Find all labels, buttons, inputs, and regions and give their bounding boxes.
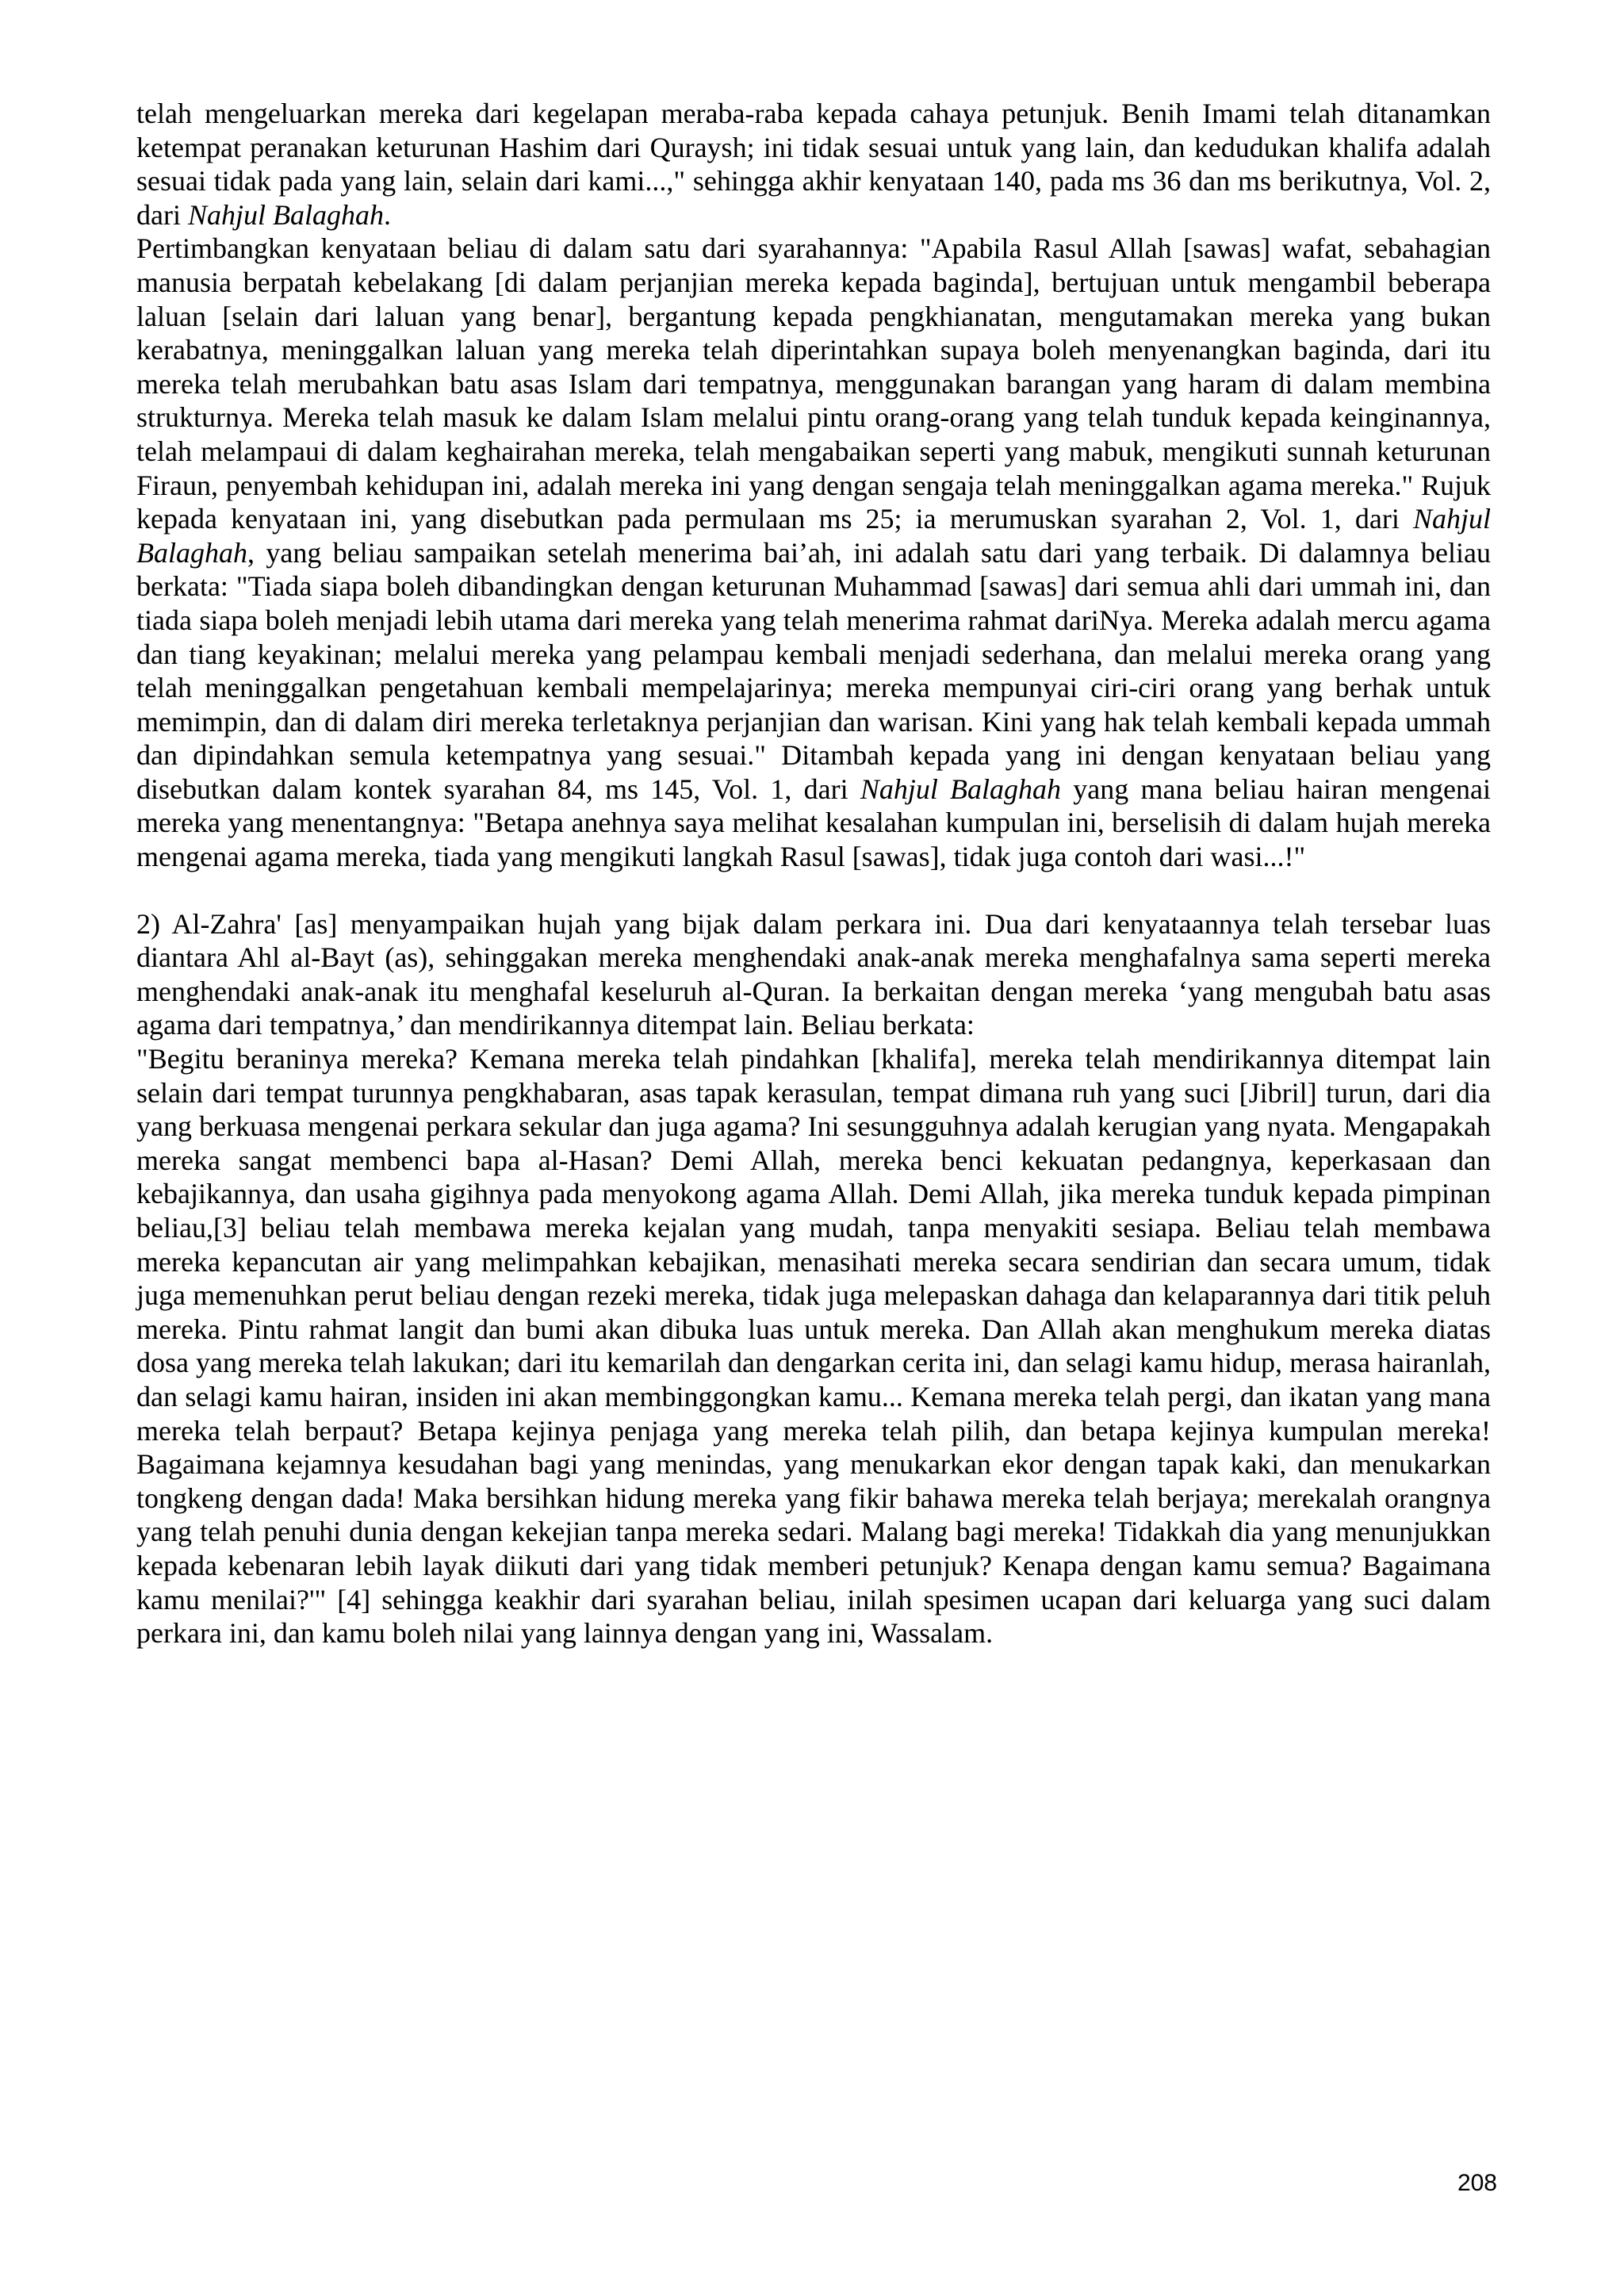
paragraph-3 bbox=[136, 907, 1491, 1042]
paragraph-text: yang mana beliau hairan mengenai mereka yang menentangnya: "Betapa anehnya saya melihat kesalahan kumpulan ini, berselisih di dalam hujah mereka mengenai agama mereka, tiada yang mengikuti langkah Rasul [sawas], tidak juga contoh dari wasi...!" bbox=[136, 772, 1491, 873]
book-title: Nahjul Balaghah bbox=[187, 198, 384, 231]
paragraph-1 bbox=[136, 97, 1491, 232]
paragraph-text: , yang beliau sampaikan setelah menerima bai’ah, ini adalah satu dari yang terbaik. Di dalamnya beliau berkata: "Tiada siapa boleh dibandingkan dengan keturunan Muhammad [sawas] dari semua ahli dari ummah ini, dan tiada siapa boleh menjadi lebih utama dari mereka yang telah menerima rahmat dariNya. Mereka adalah mercu agama dan tiang keyakinan; melalui mereka yang pelampau kembali menjadi sederhana, dan melalui mereka orang yang telah meninggalkan pengetahuan kembali mempelajarinya; mereka mempunyai ciri-ciri orang yang berhak untuk memimpin, dan di dalam diri mereka terletaknya perjanjian dan warisan. Kini yang hak telah kembali kepada ummah dan dipindahkan semula ketempatnya yang sesuai." Ditambah kepada yang ini dengan kenyataan beliau yang disebutkan dalam kontek syarahan 84, ms 145, Vol. 1, dari bbox=[136, 536, 1491, 805]
paragraph-text: telah mengeluarkan mereka dari kegelapan meraba-raba kepada cahaya petunjuk. Benih Imami telah ditanamkan ketempat peranakan keturunan Hashim dari Quraysh; ini tidak sesuai untuk yang lain, dan kedudukan khalifa adalah sesuai tidak pada yang lain, selain dari kami...," sehingga akhir kenyataan 140, pada ms 36 dan ms berikutnya, Vol. 2, dari bbox=[136, 98, 1491, 231]
book-title: Nahjul Balaghah bbox=[136, 503, 1491, 569]
paragraph-text: "Begitu beraninya mereka? Kemana mereka telah pindahkan [khalifa], mereka telah mendirikannya ditempat lain selain dari tempat turunnya pengkhabaran, asas tapak kerasulan, tempat dimana ruh yang suci [Jibril] turun, dari dia yang berkuasa mengenai perkara sekular dan juga agama? Ini sesungguhnya adalah kerugian yang nyata. Mengapakah mereka sangat membenci bapa al-Hasan? Demi Allah, mereka benci kekuatan pedangnya, keperkasaan dan kebajikannya, dan usaha gigihnya pada menyokong agama Allah. Demi Allah, jika mereka tunduk kepada pimpinan beliau,[3] beliau telah membawa mereka kejalan yang mudah, tanpa menyakiti sesiapa. Beliau telah membawa mereka kepancutan air yang melimpahkan kebajikan, menasihati mereka secara sendirian dan secara umum, tidak juga memenuhkan perut beliau dengan rezeki mereka, tidak juga melepaskan dahaga dan kelaparannya dari titik peluh mereka. Pintu rahmat langit dan bumi akan dibuka luas untuk mereka. Dan Allah akan menghukum mereka diatas dosa yang mereka telah lakukan; dari itu kemarilah dan dengarkan cerita ini, dan selagi kamu hidup, merasa hairanlah, dan selagi kamu hairan, insiden ini akan membinggongkan kamu... Kemana mereka telah pergi, dan ikatan yang mana mereka telah berpaut? Betapa kejinya penjaga yang mereka telah pilih, dan betapa kejinya kumpulan mereka! Bagaimana kejamnya kesudahan bagi yang menindas, yang menukarkan ekor dengan tapak kaki, dan menukarkan tongkeng dengan dada! Maka bersihkan hidung mereka yang fikir bahawa mereka telah berjaya; merekalah orangnya yang telah penuhi dunia dengan kekejian tanpa mereka sedari. Malang bagi mereka! Tidakkah dia yang menunjukkan kepada kebenaran lebih layak diikuti dari yang tidak memberi petunjuk? Kenapa dengan kamu semua? Bagaimana kamu menilai?'" [4] sehingga keakhir dari syarahan beliau, inilah spesimen ucapan dari keluarga yang suci dalam perkara ini, dan kamu boleh nilai yang lainnya dengan yang ini, Wassalam. bbox=[136, 1043, 1491, 1650]
paragraph-text: Pertimbangkan kenyataan beliau di dalam satu dari syarahannya: "Apabila Rasul Allah [sawas] wafat, sebahagian manusia berpatah kebelakang [di dalam perjanjian mereka kepada baginda], bertujuan untuk mengambil beberapa laluan [selain dari laluan yang benar], bergantung kepada pengkhianatan, mengutamakan mereka yang bukan kerabatnya, meninggalkan laluan yang mereka telah diperintahkan supaya boleh menyenangkan baginda, dari itu mereka telah merubahkan batu asas Islam dari tempatnya, menggunakan barangan yang haram di dalam membina strukturnya. Mereka telah masuk ke dalam Islam melalui pintu orang-orang yang telah tunduk kepada keinginannya, telah melampaui di dalam keghairahan mereka, telah mengabaikan seperti yang mabuk, mengikuti sunnah keturunan Firaun, penyembah kehidupan ini, adalah mereka ini yang dengan sengaja telah meninggalkan agama mereka." Rujuk kepada kenyataan ini, yang disebutkan pada permulaan ms 25; ia merumuskan syarahan 2, Vol. 1, dari bbox=[136, 232, 1491, 535]
paragraph-4 bbox=[136, 1042, 1491, 1650]
book-title: Nahjul Balaghah bbox=[860, 772, 1062, 805]
paragraph-2 bbox=[136, 232, 1491, 873]
page-body bbox=[136, 97, 1491, 1650]
page-number: 208 bbox=[1457, 2170, 1497, 2196]
paragraph-text: . bbox=[383, 198, 391, 231]
paragraph-text: 2) Al-Zahra' [as] menyampaikan hujah yang bijak dalam perkara ini. Dua dari kenyataannya telah tersebar luas diantara Ahl al-Bayt (as), sehinggakan mereka menghendaki anak-anak mereka menghafalnya sama seperti mereka menghendaki anak-anak itu menghafal keseluruh al-Quran. Ia berkaitan dengan mereka ‘yang mengubah batu asas agama dari tempatnya,’ dan mendirikannya ditempat lain. Beliau berkata: bbox=[136, 907, 1491, 1041]
